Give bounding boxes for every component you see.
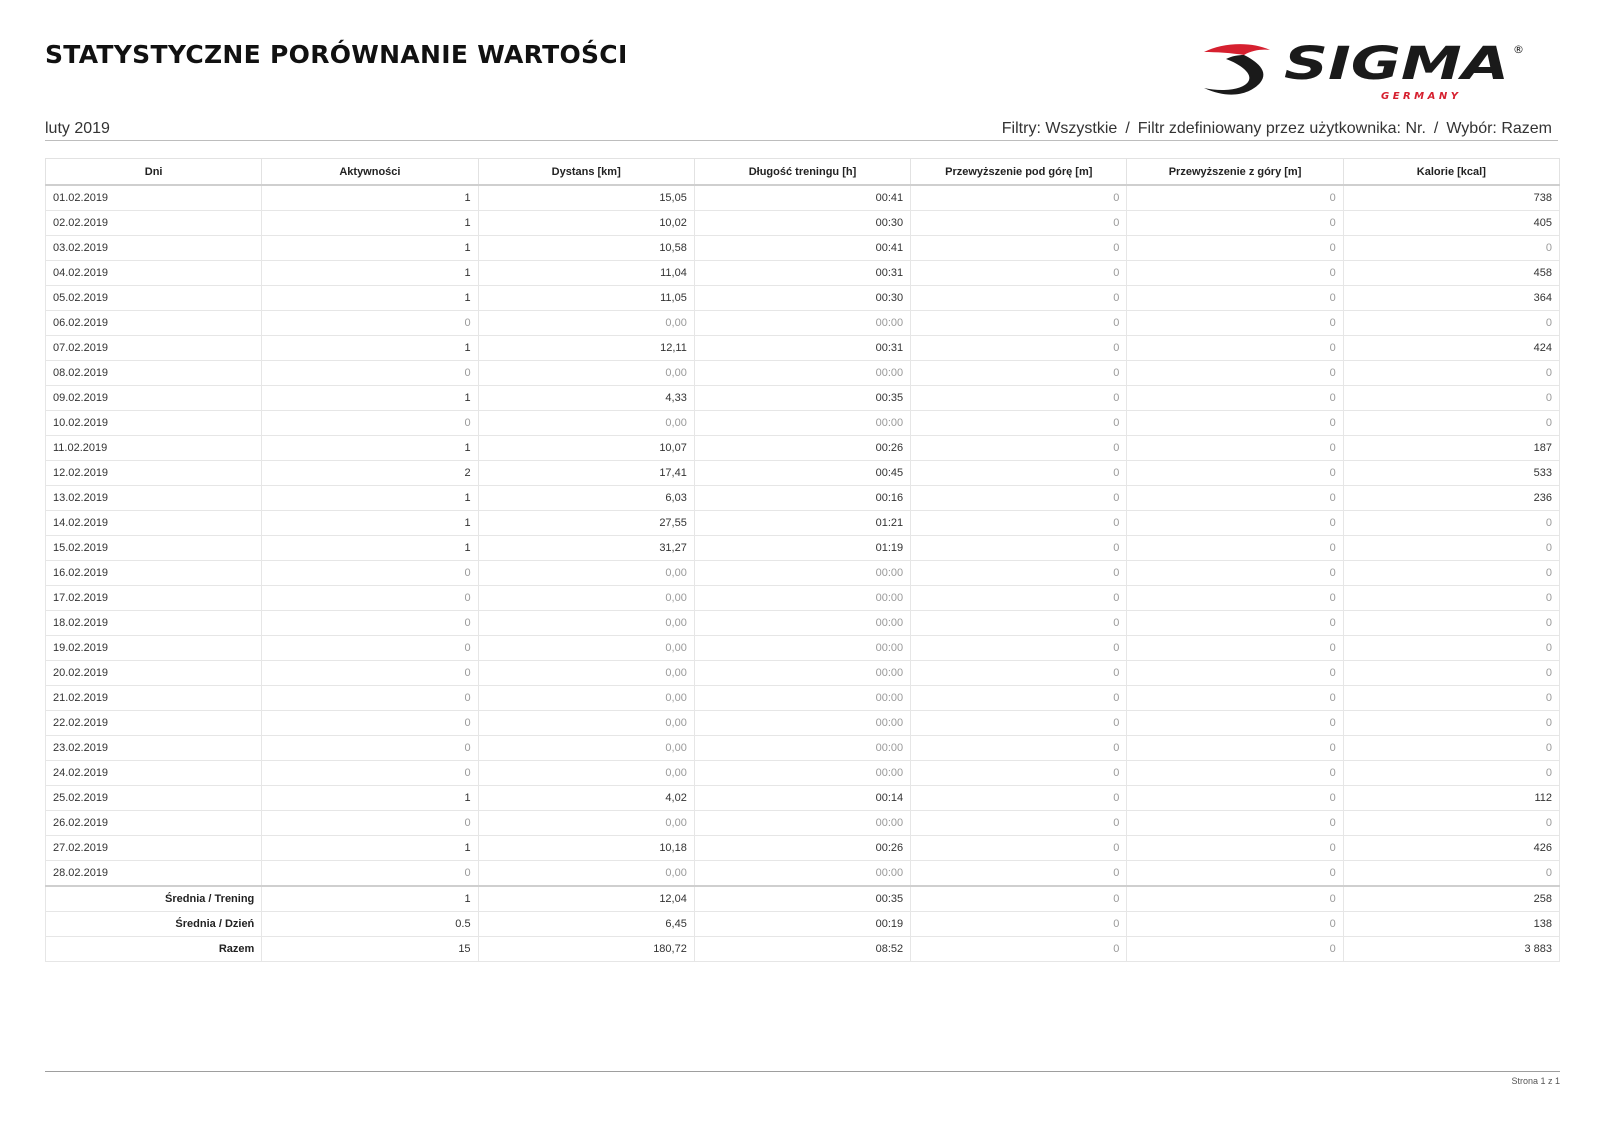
table-row bbox=[46, 511, 1560, 536]
statistics-table bbox=[45, 158, 1560, 962]
ascent-cell: 0 bbox=[911, 286, 1127, 311]
summary-row bbox=[46, 912, 1560, 937]
distance-cell: 0,00 bbox=[478, 636, 694, 661]
distance-cell: 0,00 bbox=[478, 736, 694, 761]
activities-cell: 1 bbox=[262, 486, 478, 511]
day-cell: 26.02.2019 bbox=[46, 811, 262, 836]
distance-cell: 10,58 bbox=[478, 236, 694, 261]
distance-cell: 0,00 bbox=[478, 561, 694, 586]
activities-cell: 1 bbox=[262, 236, 478, 261]
calories-cell: 0 bbox=[1343, 661, 1559, 686]
sigma-swoosh-red-icon bbox=[1204, 44, 1270, 55]
day-cell: 17.02.2019 bbox=[46, 586, 262, 611]
table-row bbox=[46, 536, 1560, 561]
duration-cell: 00:19 bbox=[694, 912, 910, 937]
sigma-wordmark: SIGMA bbox=[1284, 38, 1509, 90]
distance-cell: 180,72 bbox=[478, 937, 694, 962]
day-cell: 08.02.2019 bbox=[46, 361, 262, 386]
activities-cell: 0 bbox=[262, 411, 478, 436]
filter-separator: / bbox=[1433, 120, 1439, 137]
duration-cell: 00:00 bbox=[694, 361, 910, 386]
descent-cell: 0 bbox=[1127, 311, 1343, 336]
duration-cell: 00:00 bbox=[694, 736, 910, 761]
descent-cell: 0 bbox=[1127, 185, 1343, 211]
calories-cell: 0 bbox=[1343, 611, 1559, 636]
descent-cell: 0 bbox=[1127, 211, 1343, 236]
descent-cell: 0 bbox=[1127, 236, 1343, 261]
ascent-cell: 0 bbox=[911, 561, 1127, 586]
activities-cell: 1 bbox=[262, 261, 478, 286]
calories-cell: 112 bbox=[1343, 786, 1559, 811]
table-row bbox=[46, 761, 1560, 786]
ascent-cell: 0 bbox=[911, 711, 1127, 736]
calories-cell: 458 bbox=[1343, 261, 1559, 286]
activities-cell: 2 bbox=[262, 461, 478, 486]
calories-cell: 0 bbox=[1343, 586, 1559, 611]
ascent-cell: 0 bbox=[911, 912, 1127, 937]
activities-cell: 1 bbox=[262, 185, 478, 211]
activities-cell: 1 bbox=[262, 511, 478, 536]
table-row bbox=[46, 261, 1560, 286]
duration-cell: 00:26 bbox=[694, 436, 910, 461]
distance-cell: 0,00 bbox=[478, 661, 694, 686]
footer-divider bbox=[45, 1071, 1560, 1072]
table-row bbox=[46, 561, 1560, 586]
activities-cell: 0 bbox=[262, 636, 478, 661]
sigma-logo bbox=[1204, 38, 1564, 108]
sigma-swoosh-black-icon bbox=[1204, 55, 1263, 95]
ascent-cell: 0 bbox=[911, 211, 1127, 236]
activities-cell: 0 bbox=[262, 361, 478, 386]
ascent-cell: 0 bbox=[911, 336, 1127, 361]
distance-cell: 12,11 bbox=[478, 336, 694, 361]
table-row bbox=[46, 811, 1560, 836]
calories-cell: 424 bbox=[1343, 336, 1559, 361]
day-cell: 23.02.2019 bbox=[46, 736, 262, 761]
day-cell: 15.02.2019 bbox=[46, 536, 262, 561]
table-row bbox=[46, 611, 1560, 636]
day-cell: 11.02.2019 bbox=[46, 436, 262, 461]
activities-cell: 0 bbox=[262, 711, 478, 736]
ascent-cell: 0 bbox=[911, 436, 1127, 461]
duration-cell: 00:45 bbox=[694, 461, 910, 486]
distance-cell: 10,18 bbox=[478, 836, 694, 861]
column-header-distance: Dystans [km] bbox=[478, 159, 694, 186]
ascent-cell: 0 bbox=[911, 861, 1127, 887]
descent-cell: 0 bbox=[1127, 811, 1343, 836]
duration-cell: 00:30 bbox=[694, 211, 910, 236]
descent-cell: 0 bbox=[1127, 586, 1343, 611]
descent-cell: 0 bbox=[1127, 636, 1343, 661]
calories-cell: 738 bbox=[1343, 185, 1559, 211]
ascent-cell: 0 bbox=[911, 536, 1127, 561]
activities-cell: 1 bbox=[262, 336, 478, 361]
activities-cell: 0 bbox=[262, 861, 478, 887]
duration-cell: 00:35 bbox=[694, 886, 910, 912]
activities-cell: 0 bbox=[262, 586, 478, 611]
activities-cell: 1 bbox=[262, 886, 478, 912]
summary-row bbox=[46, 937, 1560, 962]
calories-cell: 0 bbox=[1343, 311, 1559, 336]
day-cell: 22.02.2019 bbox=[46, 711, 262, 736]
column-header-duration: Długość treningu [h] bbox=[694, 159, 910, 186]
calories-cell: 364 bbox=[1343, 286, 1559, 311]
summary-row bbox=[46, 886, 1560, 912]
calories-cell: 405 bbox=[1343, 211, 1559, 236]
duration-cell: 00:00 bbox=[694, 686, 910, 711]
ascent-cell: 0 bbox=[911, 511, 1127, 536]
descent-cell: 0 bbox=[1127, 661, 1343, 686]
calories-cell: 0 bbox=[1343, 736, 1559, 761]
ascent-cell: 0 bbox=[911, 185, 1127, 211]
day-cell: 06.02.2019 bbox=[46, 311, 262, 336]
calories-cell: 426 bbox=[1343, 836, 1559, 861]
duration-cell: 00:16 bbox=[694, 486, 910, 511]
summary-label: Razem bbox=[46, 937, 262, 962]
ascent-cell: 0 bbox=[911, 311, 1127, 336]
ascent-cell: 0 bbox=[911, 486, 1127, 511]
activities-cell: 15 bbox=[262, 937, 478, 962]
table-row bbox=[46, 286, 1560, 311]
activities-cell: 1 bbox=[262, 836, 478, 861]
distance-cell: 10,07 bbox=[478, 436, 694, 461]
duration-cell: 00:00 bbox=[694, 311, 910, 336]
day-cell: 13.02.2019 bbox=[46, 486, 262, 511]
descent-cell: 0 bbox=[1127, 511, 1343, 536]
page-number: Strona 1 z 1 bbox=[1511, 1076, 1560, 1086]
activities-cell: 0 bbox=[262, 811, 478, 836]
day-cell: 03.02.2019 bbox=[46, 236, 262, 261]
distance-cell: 4,33 bbox=[478, 386, 694, 411]
calories-cell: 0 bbox=[1343, 561, 1559, 586]
descent-cell: 0 bbox=[1127, 912, 1343, 937]
activities-cell: 1 bbox=[262, 286, 478, 311]
activities-cell: 0 bbox=[262, 611, 478, 636]
day-cell: 05.02.2019 bbox=[46, 286, 262, 311]
distance-cell: 15,05 bbox=[478, 185, 694, 211]
activities-cell: 0 bbox=[262, 561, 478, 586]
activities-cell: 0 bbox=[262, 661, 478, 686]
activities-cell: 1 bbox=[262, 211, 478, 236]
descent-cell: 0 bbox=[1127, 836, 1343, 861]
ascent-cell: 0 bbox=[911, 361, 1127, 386]
calories-cell: 258 bbox=[1343, 886, 1559, 912]
table-header-row bbox=[46, 159, 1560, 186]
ascent-cell: 0 bbox=[911, 761, 1127, 786]
distance-cell: 27,55 bbox=[478, 511, 694, 536]
table-row bbox=[46, 836, 1560, 861]
table-row bbox=[46, 336, 1560, 361]
calories-cell: 0 bbox=[1343, 361, 1559, 386]
distance-cell: 0,00 bbox=[478, 761, 694, 786]
table-row bbox=[46, 461, 1560, 486]
descent-cell: 0 bbox=[1127, 286, 1343, 311]
ascent-cell: 0 bbox=[911, 736, 1127, 761]
distance-cell: 0,00 bbox=[478, 711, 694, 736]
distance-cell: 0,00 bbox=[478, 311, 694, 336]
descent-cell: 0 bbox=[1127, 361, 1343, 386]
table-row bbox=[46, 636, 1560, 661]
calories-cell: 533 bbox=[1343, 461, 1559, 486]
activities-cell: 0 bbox=[262, 761, 478, 786]
column-header-descent: Przewyższenie z góry [m] bbox=[1127, 159, 1343, 186]
duration-cell: 00:31 bbox=[694, 261, 910, 286]
descent-cell: 0 bbox=[1127, 536, 1343, 561]
duration-cell: 00:00 bbox=[694, 611, 910, 636]
duration-cell: 00:00 bbox=[694, 561, 910, 586]
activities-cell: 0 bbox=[262, 736, 478, 761]
duration-cell: 00:00 bbox=[694, 411, 910, 436]
ascent-cell: 0 bbox=[911, 636, 1127, 661]
descent-cell: 0 bbox=[1127, 937, 1343, 962]
table-row bbox=[46, 861, 1560, 887]
descent-cell: 0 bbox=[1127, 336, 1343, 361]
duration-cell: 08:52 bbox=[694, 937, 910, 962]
distance-cell: 11,04 bbox=[478, 261, 694, 286]
table-row bbox=[46, 185, 1560, 211]
descent-cell: 0 bbox=[1127, 686, 1343, 711]
descent-cell: 0 bbox=[1127, 611, 1343, 636]
column-header-days: Dni bbox=[46, 159, 262, 186]
duration-cell: 00:30 bbox=[694, 286, 910, 311]
filter-separator: / bbox=[1125, 120, 1130, 137]
distance-cell: 0,00 bbox=[478, 811, 694, 836]
day-cell: 27.02.2019 bbox=[46, 836, 262, 861]
table-row bbox=[46, 436, 1560, 461]
duration-cell: 00:35 bbox=[694, 386, 910, 411]
calories-cell: 0 bbox=[1343, 386, 1559, 411]
duration-cell: 01:19 bbox=[694, 536, 910, 561]
calories-cell: 0 bbox=[1343, 511, 1559, 536]
duration-cell: 00:41 bbox=[694, 236, 910, 261]
ascent-cell: 0 bbox=[911, 836, 1127, 861]
calories-cell: 0 bbox=[1343, 636, 1559, 661]
activities-cell: 1 bbox=[262, 386, 478, 411]
activities-cell: 0 bbox=[262, 686, 478, 711]
distance-cell: 6,45 bbox=[478, 912, 694, 937]
day-cell: 25.02.2019 bbox=[46, 786, 262, 811]
distance-cell: 0,00 bbox=[478, 686, 694, 711]
activities-cell: 1 bbox=[262, 536, 478, 561]
day-cell: 12.02.2019 bbox=[46, 461, 262, 486]
duration-cell: 00:00 bbox=[694, 661, 910, 686]
distance-cell: 31,27 bbox=[478, 536, 694, 561]
calories-cell: 187 bbox=[1343, 436, 1559, 461]
report-filters bbox=[1002, 120, 1552, 138]
duration-cell: 01:21 bbox=[694, 511, 910, 536]
descent-cell: 0 bbox=[1127, 461, 1343, 486]
ascent-cell: 0 bbox=[911, 886, 1127, 912]
table-body bbox=[46, 185, 1560, 962]
distance-cell: 12,04 bbox=[478, 886, 694, 912]
descent-cell: 0 bbox=[1127, 436, 1343, 461]
ascent-cell: 0 bbox=[911, 586, 1127, 611]
table-row bbox=[46, 361, 1560, 386]
day-cell: 16.02.2019 bbox=[46, 561, 262, 586]
report-period: luty 2019 bbox=[45, 120, 110, 137]
calories-cell: 0 bbox=[1343, 861, 1559, 887]
day-cell: 20.02.2019 bbox=[46, 661, 262, 686]
table-row bbox=[46, 311, 1560, 336]
distance-cell: 11,05 bbox=[478, 286, 694, 311]
ascent-cell: 0 bbox=[911, 236, 1127, 261]
ascent-cell: 0 bbox=[911, 261, 1127, 286]
filter-user-defined: Filtr zdefiniowany przez użytkownika: Nr. bbox=[1137, 120, 1426, 137]
column-header-activities: Aktywności bbox=[262, 159, 478, 186]
descent-cell: 0 bbox=[1127, 486, 1343, 511]
duration-cell: 00:41 bbox=[694, 185, 910, 211]
day-cell: 07.02.2019 bbox=[46, 336, 262, 361]
descent-cell: 0 bbox=[1127, 761, 1343, 786]
report-title: STATYSTYCZNE PORÓWNANIE WARTOŚCI bbox=[45, 40, 628, 69]
ascent-cell: 0 bbox=[911, 937, 1127, 962]
day-cell: 04.02.2019 bbox=[46, 261, 262, 286]
column-header-calories: Kalorie [kcal] bbox=[1343, 159, 1559, 186]
day-cell: 18.02.2019 bbox=[46, 611, 262, 636]
ascent-cell: 0 bbox=[911, 611, 1127, 636]
table-row bbox=[46, 586, 1560, 611]
sigma-tagline: G E R M A N Y bbox=[1381, 91, 1458, 102]
table-row bbox=[46, 236, 1560, 261]
descent-cell: 0 bbox=[1127, 261, 1343, 286]
descent-cell: 0 bbox=[1127, 861, 1343, 887]
calories-cell: 0 bbox=[1343, 411, 1559, 436]
activities-cell: 1 bbox=[262, 436, 478, 461]
calories-cell: 0 bbox=[1343, 711, 1559, 736]
distance-cell: 0,00 bbox=[478, 361, 694, 386]
sigma-registered-mark: ® bbox=[1513, 43, 1524, 56]
calories-cell: 0 bbox=[1343, 686, 1559, 711]
activities-cell: 0.5 bbox=[262, 912, 478, 937]
table-row bbox=[46, 211, 1560, 236]
day-cell: 10.02.2019 bbox=[46, 411, 262, 436]
table-row bbox=[46, 411, 1560, 436]
summary-label: Średnia / Trening bbox=[46, 886, 262, 912]
distance-cell: 17,41 bbox=[478, 461, 694, 486]
ascent-cell: 0 bbox=[911, 811, 1127, 836]
day-cell: 09.02.2019 bbox=[46, 386, 262, 411]
duration-cell: 00:00 bbox=[694, 811, 910, 836]
ascent-cell: 0 bbox=[911, 386, 1127, 411]
distance-cell: 0,00 bbox=[478, 586, 694, 611]
duration-cell: 00:26 bbox=[694, 836, 910, 861]
table-row bbox=[46, 661, 1560, 686]
day-cell: 02.02.2019 bbox=[46, 211, 262, 236]
distance-cell: 10,02 bbox=[478, 211, 694, 236]
descent-cell: 0 bbox=[1127, 411, 1343, 436]
table-row bbox=[46, 736, 1560, 761]
table-row bbox=[46, 486, 1560, 511]
distance-cell: 4,02 bbox=[478, 786, 694, 811]
activities-cell: 1 bbox=[262, 786, 478, 811]
ascent-cell: 0 bbox=[911, 786, 1127, 811]
duration-cell: 00:00 bbox=[694, 711, 910, 736]
activities-cell: 0 bbox=[262, 311, 478, 336]
distance-cell: 0,00 bbox=[478, 411, 694, 436]
day-cell: 01.02.2019 bbox=[46, 185, 262, 211]
duration-cell: 00:00 bbox=[694, 586, 910, 611]
calories-cell: 236 bbox=[1343, 486, 1559, 511]
ascent-cell: 0 bbox=[911, 461, 1127, 486]
day-cell: 28.02.2019 bbox=[46, 861, 262, 887]
column-header-ascent: Przewyższenie pod górę [m] bbox=[911, 159, 1127, 186]
filter-all: Filtry: Wszystkie bbox=[1001, 120, 1118, 137]
distance-cell: 0,00 bbox=[478, 611, 694, 636]
table-row bbox=[46, 711, 1560, 736]
table-row bbox=[46, 386, 1560, 411]
ascent-cell: 0 bbox=[911, 661, 1127, 686]
descent-cell: 0 bbox=[1127, 386, 1343, 411]
descent-cell: 0 bbox=[1127, 736, 1343, 761]
distance-cell: 0,00 bbox=[478, 861, 694, 887]
day-cell: 24.02.2019 bbox=[46, 761, 262, 786]
summary-label: Średnia / Dzień bbox=[46, 912, 262, 937]
calories-cell: 0 bbox=[1343, 761, 1559, 786]
duration-cell: 00:00 bbox=[694, 761, 910, 786]
descent-cell: 0 bbox=[1127, 711, 1343, 736]
ascent-cell: 0 bbox=[911, 411, 1127, 436]
descent-cell: 0 bbox=[1127, 886, 1343, 912]
day-cell: 21.02.2019 bbox=[46, 686, 262, 711]
day-cell: 14.02.2019 bbox=[46, 511, 262, 536]
report-subheader bbox=[45, 120, 1558, 141]
calories-cell: 138 bbox=[1343, 912, 1559, 937]
calories-cell: 3 883 bbox=[1343, 937, 1559, 962]
duration-cell: 00:14 bbox=[694, 786, 910, 811]
table-row bbox=[46, 786, 1560, 811]
table-row bbox=[46, 686, 1560, 711]
calories-cell: 0 bbox=[1343, 811, 1559, 836]
descent-cell: 0 bbox=[1127, 561, 1343, 586]
duration-cell: 00:00 bbox=[694, 636, 910, 661]
day-cell: 19.02.2019 bbox=[46, 636, 262, 661]
ascent-cell: 0 bbox=[911, 686, 1127, 711]
calories-cell: 0 bbox=[1343, 536, 1559, 561]
descent-cell: 0 bbox=[1127, 786, 1343, 811]
calories-cell: 0 bbox=[1343, 236, 1559, 261]
duration-cell: 00:00 bbox=[694, 861, 910, 887]
duration-cell: 00:31 bbox=[694, 336, 910, 361]
filter-selection: Wybór: Razem bbox=[1446, 120, 1552, 137]
distance-cell: 6,03 bbox=[478, 486, 694, 511]
